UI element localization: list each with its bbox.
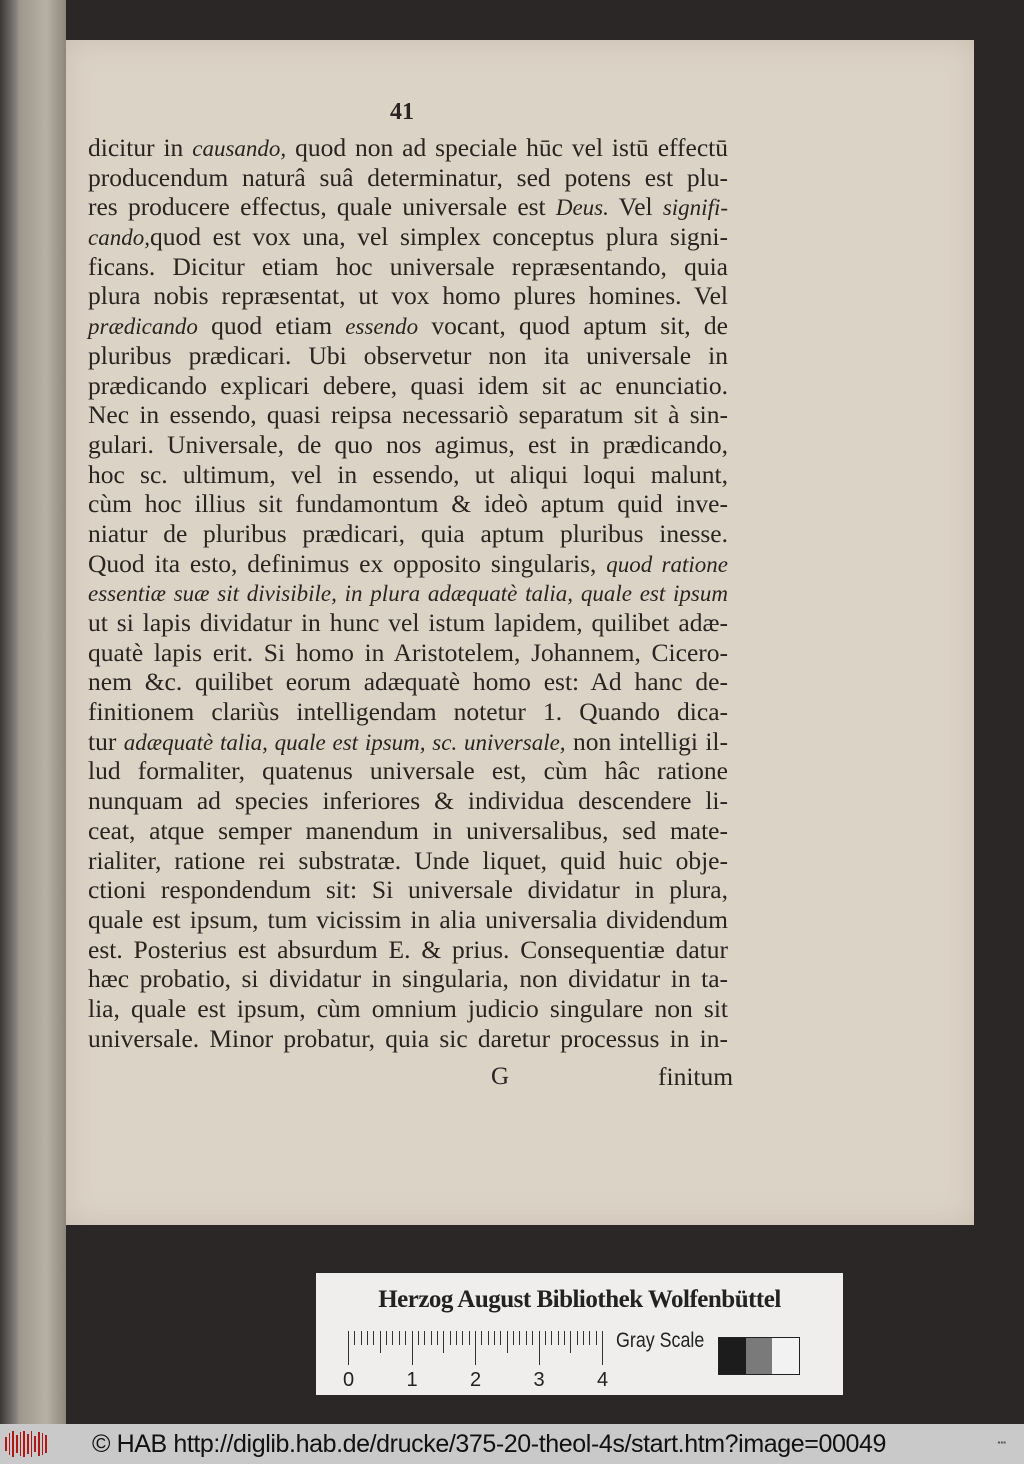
- ruler-tick: [488, 1331, 489, 1345]
- text-line: [88, 964, 728, 994]
- text-line: [88, 460, 728, 490]
- gray-scale-label: Gray Scale: [616, 1329, 705, 1352]
- logo-bar: [23, 1431, 25, 1457]
- ruler-tick: [519, 1331, 520, 1345]
- gray-scale-patch: [772, 1338, 799, 1374]
- text-segment: quale est ipsum, tum vicissim in alia universalia dividendum: [88, 904, 728, 934]
- text-line: [88, 1024, 728, 1054]
- text-line: [88, 638, 728, 668]
- text-segment: hoc sc. ultimum, vel in essendo, ut aliqui loqui malunt,: [88, 459, 728, 489]
- ruler-tick: [564, 1331, 565, 1345]
- text-line: [88, 311, 728, 341]
- signature-mark: G: [491, 1063, 510, 1090]
- ruler-tick: [443, 1331, 444, 1353]
- text-segment: quod est vox una, vel simplex conceptus plura signi-: [149, 222, 728, 252]
- ruler-tick: [589, 1331, 590, 1345]
- text-line: [88, 667, 728, 697]
- text-line: [88, 994, 728, 1024]
- logo-bar: [42, 1433, 44, 1455]
- logo-bar: [31, 1431, 33, 1457]
- ruler-tick: [412, 1331, 413, 1365]
- ruler-tick: [583, 1331, 584, 1345]
- text-line: [88, 727, 728, 757]
- text-segment: quod etiam: [197, 311, 346, 341]
- page-number: 41: [390, 99, 414, 125]
- text-line: [88, 400, 728, 430]
- hab-logo-icon: [5, 1431, 47, 1457]
- ruler-tick: [577, 1331, 578, 1345]
- ruler-tick: [494, 1331, 495, 1345]
- text-line: [88, 489, 728, 519]
- text-segment: lia, quale est ipsum, cùm omnium judicio singulare non sit: [88, 993, 728, 1023]
- more-icon[interactable]: ▪▪▪: [997, 1438, 1006, 1447]
- copyright-url[interactable]: © HAB http://diglib.hab.de/drucke/375-20-theol-4s/start.htm?image=00049: [92, 1430, 886, 1458]
- gray-scale-patch: [719, 1338, 746, 1374]
- ruler-tick: [361, 1331, 362, 1345]
- ruler-tick: [424, 1331, 425, 1345]
- ruler-number: 1: [406, 1369, 418, 1391]
- text-line: [88, 341, 728, 371]
- italic-text: Deus.: [555, 195, 609, 221]
- book-spine-shadow: [0, 0, 18, 1424]
- text-segment: plura nobis repræsentat, ut vox homo plures homines. Vel: [88, 281, 728, 311]
- italic-text: signifi-: [662, 195, 729, 221]
- logo-bar: [12, 1431, 14, 1457]
- text-segment: finitionem clariùs intelligendam notetur 1. Quando dica-: [88, 697, 728, 727]
- ruler-tick: [399, 1331, 400, 1345]
- logo-bar: [20, 1432, 22, 1456]
- ruler-tick: [475, 1331, 476, 1365]
- text-segment: nunquam ad species inferiores & individua descendere li-: [88, 786, 728, 816]
- ruler-tick: [481, 1331, 482, 1345]
- text-line: [88, 519, 728, 549]
- text-segment: tur: [88, 726, 124, 756]
- text-segment: nem &c. quilibet eorum adæquatè homo est: Ad hanc de-: [88, 667, 728, 697]
- footer-bar: [0, 1424, 1024, 1464]
- catchword: finitum: [658, 1062, 734, 1091]
- text-segment: prædicando explicari debere, quasi idem sit ac enunciatio.: [88, 370, 728, 400]
- text-line: [88, 371, 728, 401]
- ruler-tick: [380, 1331, 381, 1353]
- text-segment: ut si lapis dividatur in hunc vel istum lapidem, quilibet adæ-: [88, 608, 728, 637]
- logo-bar: [5, 1437, 7, 1451]
- ruler-tick: [354, 1331, 355, 1345]
- ruler-tick: [418, 1331, 419, 1345]
- ruler-tick: [456, 1331, 457, 1345]
- italic-text: adæquatè talia, quale est ipsum, sc. universale,: [123, 729, 566, 755]
- text-segment: Quod ita esto, definimus ex opposito singularis,: [88, 548, 607, 578]
- text-line: [88, 846, 728, 876]
- ruler-tick: [551, 1331, 552, 1345]
- ruler-tick: [373, 1331, 374, 1345]
- gray-scale-patch: [746, 1338, 773, 1374]
- text-segment: est. Posterius est absurdum E. & prius. Consequentiæ datur: [88, 934, 728, 964]
- italic-text: prædicando: [88, 314, 198, 340]
- text-line: [88, 935, 728, 965]
- ruler-tick: [437, 1331, 438, 1345]
- ruler-tick: [405, 1331, 406, 1345]
- ruler-tick: [507, 1331, 508, 1353]
- ruler-tick: [348, 1331, 349, 1365]
- facing-page-edge: [0, 0, 66, 1424]
- italic-text: essendo: [345, 314, 419, 340]
- text-line: [88, 608, 728, 638]
- text-line: [88, 816, 728, 846]
- ruler-tick: [532, 1331, 533, 1345]
- logo-bar: [9, 1433, 11, 1455]
- text-segment: niatur de pluribus prædicari, quia aptum pluribus inesse.: [88, 518, 728, 548]
- ruler-tick: [386, 1331, 387, 1345]
- italic-text: essentiæ suæ sit divisibile, in plura adæquatè talia, quale est ipsum: [88, 581, 728, 607]
- text-line: [88, 192, 728, 222]
- logo-bar: [34, 1436, 36, 1452]
- text-segment: ficans. Dicitur etiam hoc universale repræsentando, quia: [88, 251, 728, 281]
- measurement-ruler: [348, 1331, 604, 1365]
- text-segment: ceat, atque semper manendum in universalibus, sed mate-: [88, 815, 728, 845]
- text-line: [88, 578, 728, 608]
- text-segment: Nec in essendo, quasi reipsa necessariò separatum sit à sin-: [88, 400, 728, 430]
- text-segment: quod non ad speciale hūc vel istū effectū: [286, 133, 729, 162]
- ruler-number: 3: [533, 1369, 545, 1391]
- text-line: [88, 252, 728, 282]
- library-label-card: [316, 1273, 843, 1395]
- text-line: [88, 430, 728, 460]
- text-line: [88, 756, 728, 786]
- ruler-tick: [545, 1331, 546, 1345]
- page-body-text: [88, 133, 728, 1053]
- text-segment: non intelligi il-: [565, 726, 728, 756]
- ruler-tick: [462, 1331, 463, 1345]
- text-segment: hæc probatio, si dividatur in singularia, non dividatur in ta-: [88, 964, 728, 994]
- text-segment: res producere effectus, quale universale est: [88, 192, 556, 222]
- text-segment: lud formaliter, quatenus universale est, cùm hâc ratione: [88, 756, 728, 786]
- ruler-tick: [392, 1331, 393, 1345]
- text-segment: dicitur in: [88, 133, 193, 162]
- ruler-number: 4: [597, 1369, 609, 1391]
- ruler-number: 2: [470, 1369, 482, 1391]
- text-segment: quatè lapis erit. Si homo in Aristotelem, Johannem, Cicero-: [88, 637, 728, 667]
- text-segment: universale. Minor probatur, quia sic daretur processus in in-: [88, 1023, 728, 1053]
- text-line: [88, 222, 728, 252]
- text-line: [88, 281, 728, 311]
- ruler-tick: [539, 1331, 540, 1365]
- logo-bar: [27, 1434, 29, 1454]
- text-line: [88, 786, 728, 816]
- ruler-tick: [431, 1331, 432, 1345]
- text-line: [88, 133, 728, 163]
- ruler-tick: [513, 1331, 514, 1345]
- text-segment: gulari. Universale, de quo nos agimus, est in prædicando,: [88, 429, 728, 459]
- text-line: [88, 875, 728, 905]
- text-segment: Vel: [608, 192, 663, 222]
- ruler-tick: [526, 1331, 527, 1345]
- gray-scale-swatch: [718, 1337, 800, 1375]
- logo-bar: [16, 1435, 18, 1453]
- logo-bar: [45, 1435, 47, 1453]
- text-segment: rialiter, ratione rei substratæ. Unde liquet, quid huic obje-: [88, 845, 728, 875]
- italic-text: causando,: [192, 136, 287, 161]
- ruler-tick: [469, 1331, 470, 1345]
- ruler-tick: [367, 1331, 368, 1345]
- text-segment: producendum naturâ suâ determinatur, sed potens est plu-: [88, 162, 728, 192]
- text-line: [88, 549, 728, 579]
- italic-text: cando,: [88, 225, 150, 251]
- text-line: [88, 163, 728, 193]
- ruler-tick: [558, 1331, 559, 1345]
- logo-bar: [38, 1432, 40, 1456]
- italic-text: quod ratione: [606, 551, 728, 577]
- text-segment: ctioni respondendum sit: Si universale dividatur in plura,: [88, 875, 728, 905]
- ruler-tick: [570, 1331, 571, 1353]
- ruler-number: 0: [343, 1369, 355, 1391]
- ruler-tick: [450, 1331, 451, 1345]
- ruler-tick: [602, 1331, 603, 1365]
- text-line: [88, 905, 728, 935]
- text-segment: cùm hoc illius sit fundamontum & ideò aptum quid inve-: [88, 489, 728, 519]
- text-segment: pluribus prædicari. Ubi observetur non ita universale in: [88, 340, 728, 370]
- ruler-tick: [500, 1331, 501, 1345]
- text-line: [88, 697, 728, 727]
- ruler-tick: [596, 1331, 597, 1345]
- text-segment: vocant, quod aptum sit, de: [418, 311, 729, 341]
- library-name: Herzog August Bibliothek Wolfenbüttel: [378, 1286, 781, 1313]
